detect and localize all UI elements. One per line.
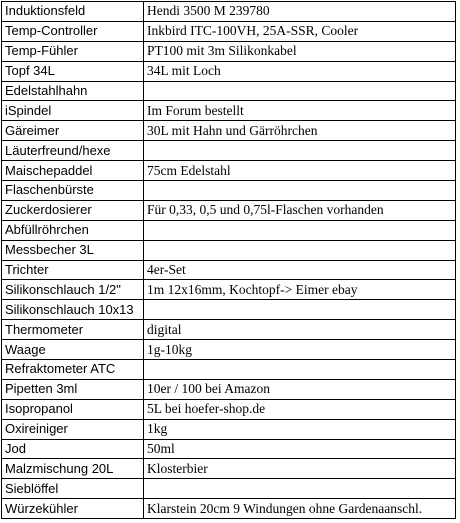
table-row [2,280,456,300]
table-row [2,459,456,479]
value-cell[interactable]: 1kg [144,419,456,439]
value-cell[interactable]: 10er / 100 bei Amazon [144,379,456,399]
table-row [2,81,456,101]
table-row [2,499,456,519]
value-cell[interactable] [144,181,456,201]
item-cell[interactable]: Temp-Controller [2,21,144,41]
table-row [2,161,456,181]
item-cell[interactable]: Gäreimer [2,121,144,141]
item-cell[interactable]: Malzmischung 20L [2,459,144,479]
value-cell[interactable]: 75cm Edelstahl [144,161,456,181]
item-cell[interactable]: Läuterfreund/hexe [2,141,144,161]
value-cell[interactable]: Für 0,33, 0,5 und 0,75l-Flaschen vorhanden [144,200,456,220]
value-cell[interactable]: Hendi 3500 M 239780 [144,2,456,22]
item-cell[interactable]: Sieblöffel [2,479,144,499]
table-row [2,300,456,320]
item-cell[interactable]: iSpindel [2,101,144,121]
value-cell[interactable]: digital [144,320,456,340]
item-cell[interactable]: Isopropanol [2,399,144,419]
table-row [2,399,456,419]
item-cell[interactable]: Trichter [2,260,144,280]
table-row [2,479,456,499]
value-cell[interactable] [144,220,456,240]
table-row [2,260,456,280]
table-row [2,360,456,380]
table-row [2,340,456,360]
item-cell[interactable]: Jod [2,439,144,459]
item-cell[interactable]: Flaschenbürste [2,181,144,201]
value-cell[interactable]: Inkbird ITC-100VH, 25A-SSR, Cooler [144,21,456,41]
table-row [2,181,456,201]
value-cell[interactable] [144,360,456,380]
table-row [2,141,456,161]
value-cell[interactable]: 5L bei hoefer-shop.de [144,399,456,419]
item-cell[interactable]: Silikonschlauch 1/2" [2,280,144,300]
table-row [2,41,456,61]
equipment-table [1,1,456,519]
table-row [2,121,456,141]
table-row [2,2,456,22]
table-row [2,200,456,220]
table-row [2,439,456,459]
item-cell[interactable]: Induktionsfeld [2,2,144,22]
item-cell[interactable]: Temp-Fühler [2,41,144,61]
table-row [2,220,456,240]
item-cell[interactable]: Würzekühler [2,499,144,519]
value-cell[interactable]: 30L mit Hahn und Gärröhrchen [144,121,456,141]
table-row [2,101,456,121]
value-cell[interactable] [144,479,456,499]
value-cell[interactable] [144,141,456,161]
item-cell[interactable]: Refraktometer ATC [2,360,144,380]
item-cell[interactable]: Edelstahlhahn [2,81,144,101]
value-cell[interactable]: 4er-Set [144,260,456,280]
value-cell[interactable] [144,81,456,101]
value-cell[interactable]: 34L mit Loch [144,61,456,81]
value-cell[interactable]: 50ml [144,439,456,459]
item-cell[interactable]: Silikonschlauch 10x13 [2,300,144,320]
item-cell[interactable]: Pipetten 3ml [2,379,144,399]
item-cell[interactable]: Topf 34L [2,61,144,81]
value-cell[interactable]: Klarstein 20cm 9 Windungen ohne Gardenaanschl. [144,499,456,519]
table-row [2,320,456,340]
table-row [2,419,456,439]
value-cell[interactable] [144,240,456,260]
table-row [2,240,456,260]
item-cell[interactable]: Oxireiniger [2,419,144,439]
value-cell[interactable]: PT100 mit 3m Silikonkabel [144,41,456,61]
equipment-table-body [2,2,456,519]
item-cell[interactable]: Messbecher 3L [2,240,144,260]
value-cell[interactable]: 1m 12x16mm, Kochtopf-> Eimer ebay [144,280,456,300]
table-row [2,379,456,399]
value-cell[interactable]: Klosterbier [144,459,456,479]
item-cell[interactable]: Thermometer [2,320,144,340]
item-cell[interactable]: Zuckerdosierer [2,200,144,220]
item-cell[interactable]: Maischepaddel [2,161,144,181]
table-row [2,61,456,81]
value-cell[interactable]: Im Forum bestellt [144,101,456,121]
item-cell[interactable]: Waage [2,340,144,360]
value-cell[interactable] [144,300,456,320]
table-row [2,21,456,41]
item-cell[interactable]: Abfüllröhrchen [2,220,144,240]
value-cell[interactable]: 1g-10kg [144,340,456,360]
